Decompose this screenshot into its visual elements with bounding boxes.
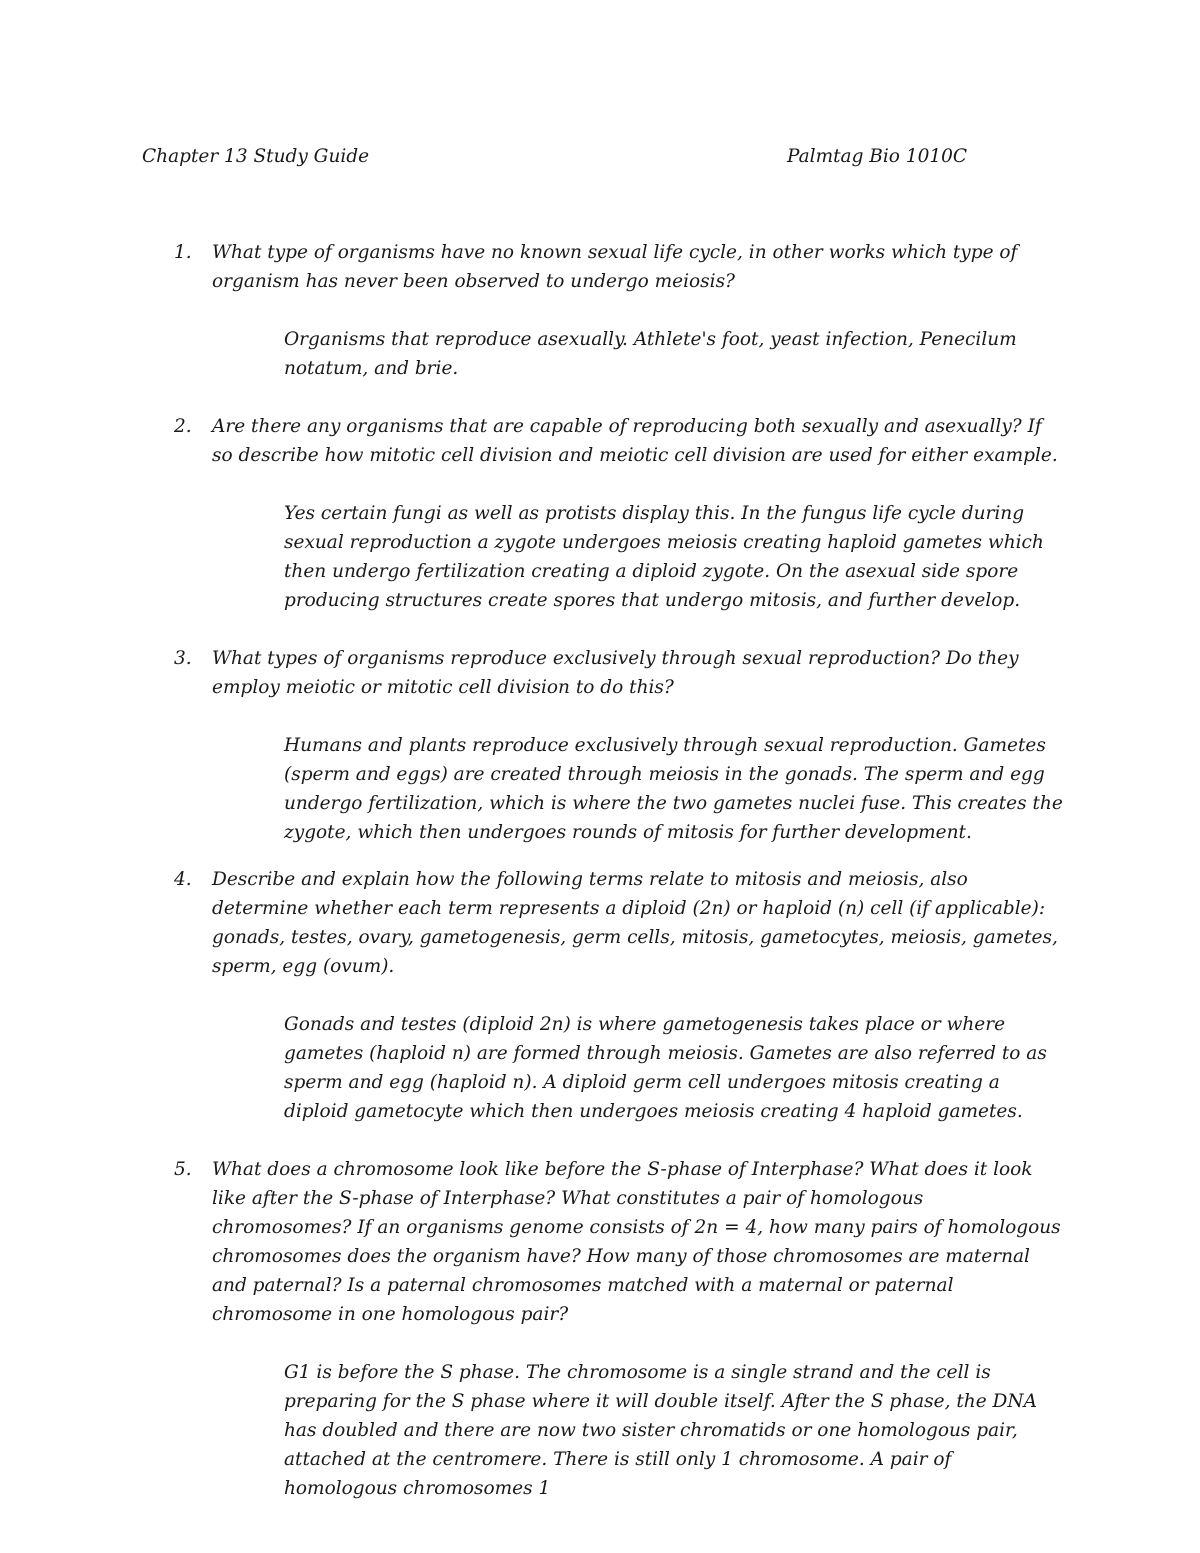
question-item-1 bbox=[142, 238, 1062, 383]
question-item-3 bbox=[142, 644, 1062, 847]
answer-text: Organisms that reproduce asexually. Athlete's foot, yeast infection, Penecilum notatum, and brie. bbox=[284, 329, 1017, 379]
question-text: Are there any organisms that are capable of reproducing both sexually and asexually? If so describe how mitotic cell division and meiotic cell division are used for either example. bbox=[212, 416, 1058, 466]
question-item-5 bbox=[142, 1155, 1062, 1503]
question-text: What does a chromosome look like before the S-phase of Interphase? What does it look like after the S-phase of Interphase? What constitutes a pair of homologous chromosomes? If an organisms genome consists of 2n = 4, how many pairs of homologous chromosomes does the organism have? How many of those chromosomes are maternal and paternal? Is a paternal chromosomes matched with a maternal or paternal chromosome in one homologous pair? bbox=[212, 1159, 1061, 1325]
answer-text: G1 is before the S phase. The chromosome is a single strand and the cell is preparing for the S phase where it will double itself. After the S phase, the DNA has doubled and there are now two sister chromatids or one homologous pair, attached at the centromere. There is still only 1 chromosome. A pair of homologous chromosomes 1 bbox=[284, 1362, 1037, 1499]
question-item-2 bbox=[142, 412, 1062, 615]
question-text: What types of organisms reproduce exclusively through sexual reproduction? Do they employ meiotic or mitotic cell division to do this? bbox=[212, 648, 1019, 698]
question-number: 1. bbox=[174, 242, 192, 263]
course-label: Palmtag Bio 1010C bbox=[787, 146, 968, 167]
question-list bbox=[142, 238, 1062, 1503]
page-header bbox=[142, 143, 1062, 171]
question-item-4 bbox=[142, 865, 1062, 1126]
document-title: Chapter 13 Study Guide bbox=[142, 146, 370, 167]
answer-text: Gonads and testes (diploid 2n) is where gametogenesis takes place or where gametes (haploid n) are formed through meiosis. Gametes are also referred to as sperm and egg (haploid n). A diploid germ cell undergoes mitosis creating a diploid gametocyte which then undergoes meiosis creating 4 haploid gametes. bbox=[284, 1014, 1047, 1122]
question-number: 4. bbox=[174, 869, 192, 890]
question-number: 5. bbox=[174, 1159, 192, 1180]
question-text: Describe and explain how the following terms relate to mitosis and meiosis, also determine whether each term represents a diploid (2n) or haploid (n) cell (if applicable): gonads, testes, ovary, gametogenesis, germ cells, mitosis, gametocytes, meiosis, gametes, sperm, egg (ovum). bbox=[212, 869, 1058, 977]
question-number: 3. bbox=[174, 648, 192, 669]
question-text: What type of organisms have no known sexual life cycle, in other works which type of organism has never been observed to undergo meiosis? bbox=[212, 242, 1018, 292]
answer-text: Humans and plants reproduce exclusively through sexual reproduction. Gametes (sperm and eggs) are created through meiosis in the gonads. The sperm and egg undergo fertilization, which is where the two gametes nuclei fuse. This creates the zygote, which then undergoes rounds of mitosis for further development. bbox=[284, 735, 1063, 843]
question-number: 2. bbox=[174, 416, 192, 437]
answer-text: Yes certain fungi as well as protists display this. In the fungus life cycle during sexual reproduction a zygote undergoes meiosis creating haploid gametes which then undergo fertilization creating a diploid zygote. On the asexual side spore producing structures create spores that undergo mitosis, and further develop. bbox=[284, 503, 1044, 611]
